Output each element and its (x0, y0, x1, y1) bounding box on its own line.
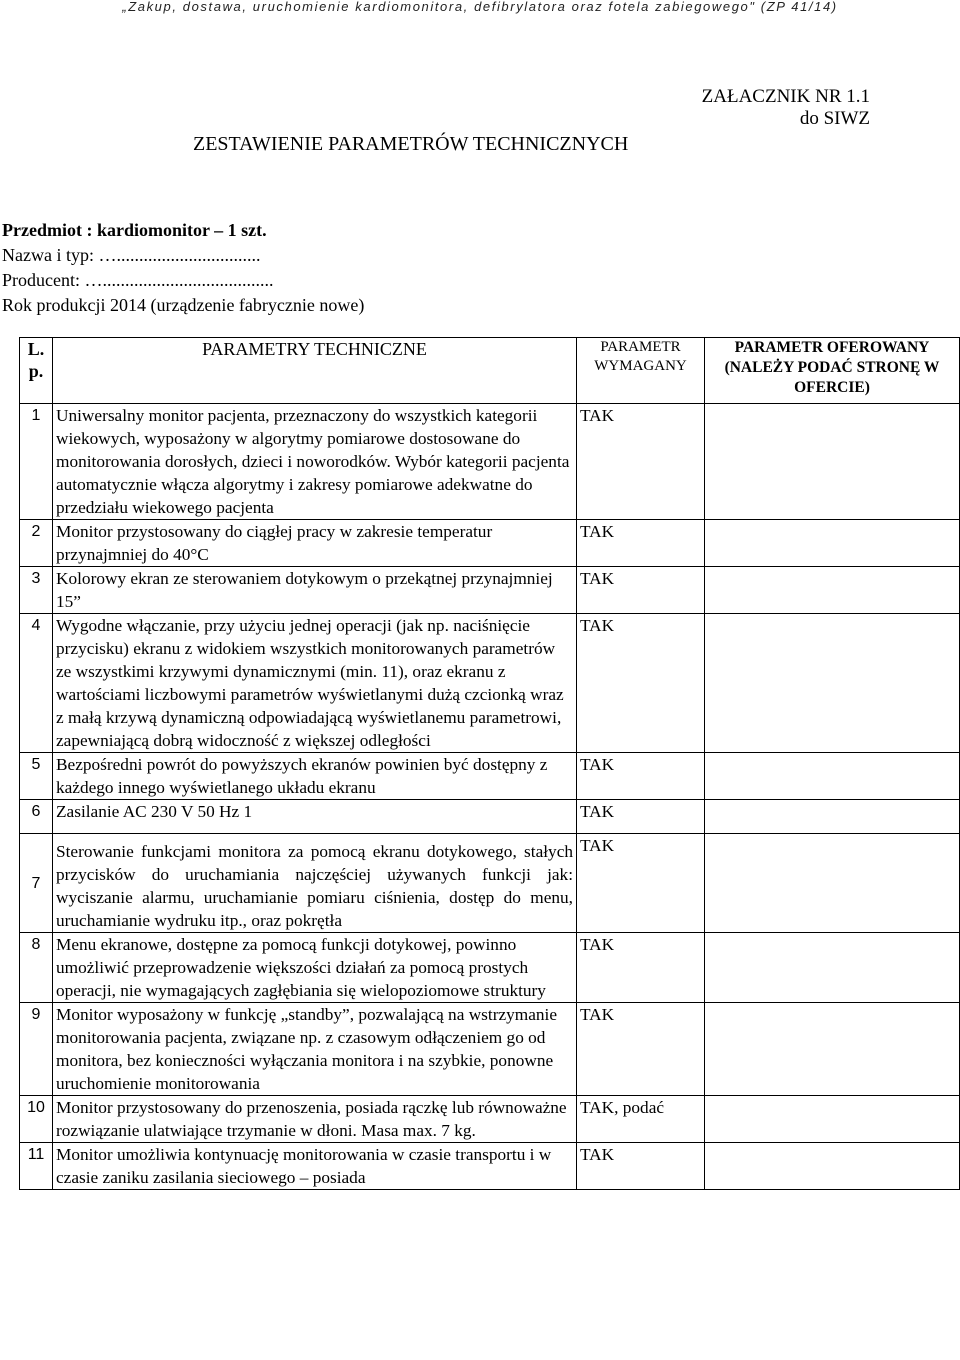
row-description: Monitor wyposażony w funkcję „standby”, pozwalającą na wstrzymanie monitorowania pacjenta, związane np. z czasowym odłączeniem go od monitora, bez konieczności wyłączania monitora i na szybkie, ponowne uruchomienie monitorowania (53, 1003, 577, 1096)
table-row (20, 614, 960, 753)
row-required: TAK (577, 567, 705, 614)
row-description: Kolorowy ekran ze sterowaniem dotykowym o przekątnej przynajmniej 15” (53, 567, 577, 614)
row-description: Monitor umożliwia kontynuację monitorowania w czasie transportu i w czasie zaniku zasilania sieciowego – posiada (53, 1143, 577, 1190)
table-row (20, 404, 960, 520)
header-technical: PARAMETRY TECHNICZNE (53, 338, 577, 404)
row-offered[interactable] (705, 567, 960, 614)
row-required: TAK (577, 614, 705, 753)
row-required: TAK (577, 834, 705, 933)
row-offered[interactable] (705, 1003, 960, 1096)
table-row (20, 520, 960, 567)
table-row (20, 1096, 960, 1143)
header-required: PARAMETR WYMAGANY (577, 338, 705, 404)
row-offered[interactable] (705, 614, 960, 753)
table-row (20, 753, 960, 800)
row-required: TAK (577, 933, 705, 1003)
row-description: Zasilanie AC 230 V 50 Hz 1 (53, 800, 577, 834)
parameters-table (19, 337, 960, 1190)
product-meta (2, 218, 364, 318)
name-type-line: Nazwa i typ: …................................ (2, 245, 261, 265)
annex-label (702, 86, 870, 130)
row-required: TAK (577, 404, 705, 520)
header-offered: PARAMETR OFEROWANY (NALEŻY PODAĆ STRONĘ W OFERCIE) (705, 338, 960, 404)
row-number: 6 (20, 800, 53, 834)
table-row (20, 800, 960, 834)
header-lp: L. p. (20, 338, 53, 404)
row-description: Sterowanie funkcjami monitora za pomocą ekranu dotykowego, stałych przycisków do uruchamiania najczęściej używanych funkcji jak: wyciszanie alarmu, uruchamianie pomiaru ciśnienia, dostęp do menu, uruchamianie wydruku itp., oraz pokrętła (53, 834, 577, 933)
annex-line-1: ZAŁACZNIK NR 1.1 (701, 86, 870, 107)
row-offered[interactable] (705, 933, 960, 1003)
row-number: 8 (20, 933, 53, 1003)
annex-line-2: do SIWZ (799, 108, 870, 129)
row-number: 7 (20, 834, 53, 933)
row-offered[interactable] (705, 834, 960, 933)
row-number: 2 (20, 520, 53, 567)
row-description: Menu ekranowe, dostępne za pomocą funkcji dotykowej, powinno umożliwić przeprowadzenie większości działań za pomocą prostych operacji, nie wymagających zagłębiania się wielopoziomowe struktury (53, 933, 577, 1003)
row-offered[interactable] (705, 1143, 960, 1190)
producer-line: Producent: …...................................... (2, 270, 274, 290)
row-required: TAK (577, 800, 705, 834)
row-number: 1 (20, 404, 53, 520)
table-row (20, 1003, 960, 1096)
row-offered[interactable] (705, 404, 960, 520)
row-offered[interactable] (705, 1096, 960, 1143)
row-description: Bezpośredni powrót do powyższych ekranów powinien być dostępny z każdego innego wyświetlanego układu ekranu (53, 753, 577, 800)
table-row (20, 834, 960, 933)
document-title: ZESTAWIENIE PARAMETRÓW TECHNICZNYCH (193, 133, 629, 155)
row-description: Monitor przystosowany do ciągłej pracy w zakresie temperatur przynajmniej do 40°C (53, 520, 577, 567)
table-header-row (20, 338, 960, 404)
row-offered[interactable] (705, 520, 960, 567)
row-number: 11 (20, 1143, 53, 1190)
table-row (20, 567, 960, 614)
row-description: Wygodne włączanie, przy użyciu jednej operacji (jak np. naciśnięcie przycisku) ekranu z widokiem wszystkich monitorowanych parametrów ze wszystkimi krzywymi dynamicznymi (min. 11), oraz ekranu z wartościami liczbowymi parametrów wyświetlanymi dużą czcionką wraz z małą krzywą dynamiczną odpowiadającą wyświetlanemu parametrowi, zapewniającą dobrą widoczność z większej odległości (53, 614, 577, 753)
row-number: 9 (20, 1003, 53, 1096)
running-header: „Zakup, dostawa, uruchomienie kardiomonitora, defibrylatora oraz fotela zabiegowego" (ZP 41/14) (122, 0, 838, 14)
row-required: TAK (577, 1143, 705, 1190)
row-required: TAK (577, 753, 705, 800)
row-required: TAK, podać (577, 1096, 705, 1143)
row-description: Monitor przystosowany do przenoszenia, posiada rączkę lub równoważne rozwiązanie ulatwiające trzymanie w dłoni. Masa max. 7 kg. (53, 1096, 577, 1143)
production-year-line: Rok produkcji 2014 (urządzenie fabrycznie nowe) (2, 295, 365, 315)
row-number: 4 (20, 614, 53, 753)
row-number: 3 (20, 567, 53, 614)
row-number: 10 (20, 1096, 53, 1143)
row-required: TAK (577, 1003, 705, 1096)
subject-line: Przedmiot : kardiomonitor – 1 szt. (2, 220, 267, 240)
row-number: 5 (20, 753, 53, 800)
row-offered[interactable] (705, 800, 960, 834)
row-description: Uniwersalny monitor pacjenta, przeznaczony do wszystkich kategorii wiekowych, wyposażony w algorytmy pomiarowe dostosowane do monitorowania dorosłych, dzieci i noworodków. Wybór kategorii pacjenta automatycznie włącza algorytmy i zakresy pomiarowe adekwatne do przedziału wiekowego pacjenta (53, 404, 577, 520)
table-row (20, 1143, 960, 1190)
row-required: TAK (577, 520, 705, 567)
table-row (20, 933, 960, 1003)
row-offered[interactable] (705, 753, 960, 800)
